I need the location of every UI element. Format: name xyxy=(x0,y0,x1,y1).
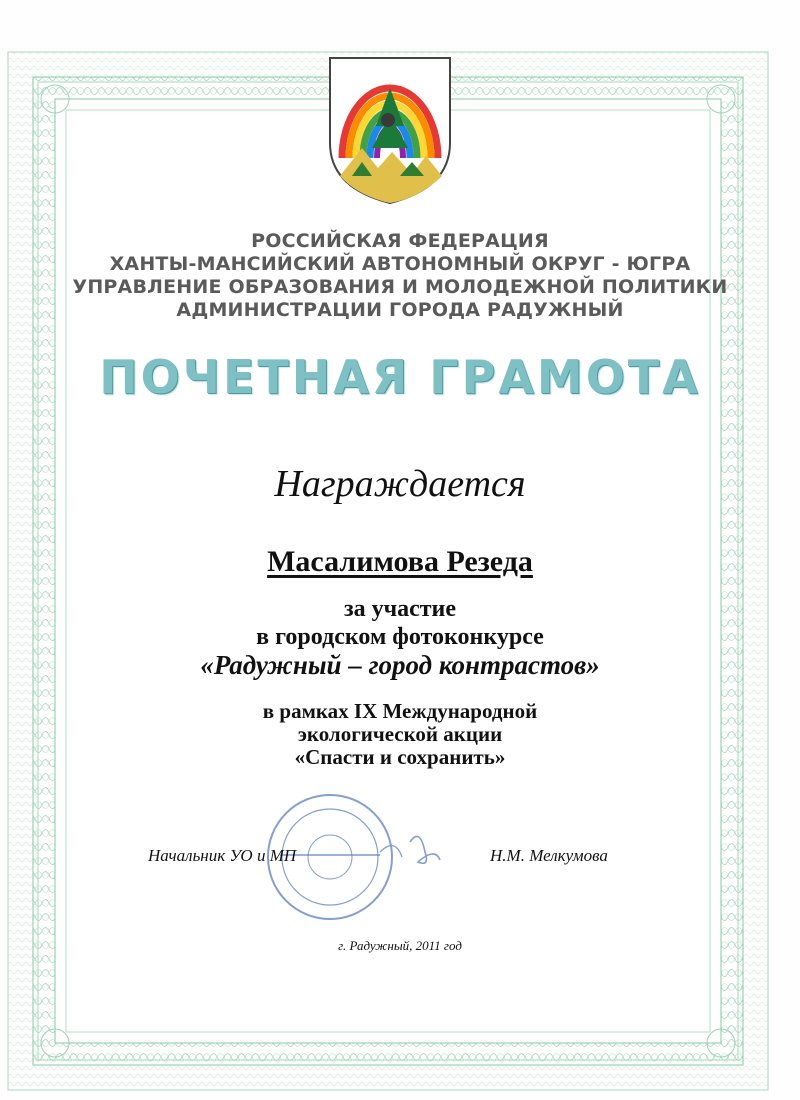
issuer-header xyxy=(60,230,740,322)
header-line-okrug: ХАНТЫ-МАНСИЙСКИЙ АВТОНОМНЫЙ ОКРУГ - ЮГРА xyxy=(109,253,691,275)
reason-line-participation: за участие xyxy=(343,596,457,622)
signatory-position: Начальник УО и МП xyxy=(148,846,297,865)
header-line-administration: АДМИНИСТРАЦИИ ГОРОДА РАДУЖНЫЙ xyxy=(176,299,624,321)
framework-line-ecological: экологической акции xyxy=(297,722,503,746)
signatory-name: Н.М. Мелкумова xyxy=(490,846,608,865)
contest-name: «Радужный – город контрастов» xyxy=(200,650,600,680)
certificate-content xyxy=(60,0,740,1100)
event-framework xyxy=(60,700,740,769)
framework-line-international: в рамках IX Международной xyxy=(262,699,538,723)
award-reason xyxy=(60,595,740,679)
awarded-label: Награждается xyxy=(274,463,526,505)
city-emblem xyxy=(300,48,480,208)
certificate-title: ПОЧЕТНАЯ ГРАМОТА xyxy=(99,350,701,404)
header-line-department: УПРАВЛЕНИЕ ОБРАЗОВАНИЯ И МОЛОДЕЖНОЙ ПОЛИТИКИ xyxy=(72,276,728,298)
framework-line-action-name: «Спасти и сохранить» xyxy=(294,745,506,769)
header-line-federation: РОССИЙСКАЯ ФЕДЕРАЦИЯ xyxy=(251,230,549,252)
reason-line-contest-type: в городском фотоконкурсе xyxy=(256,624,544,650)
place-and-year: г. Радужный, 2011 год xyxy=(338,938,462,953)
recipient-name: Масалимова Резеда xyxy=(267,545,533,578)
